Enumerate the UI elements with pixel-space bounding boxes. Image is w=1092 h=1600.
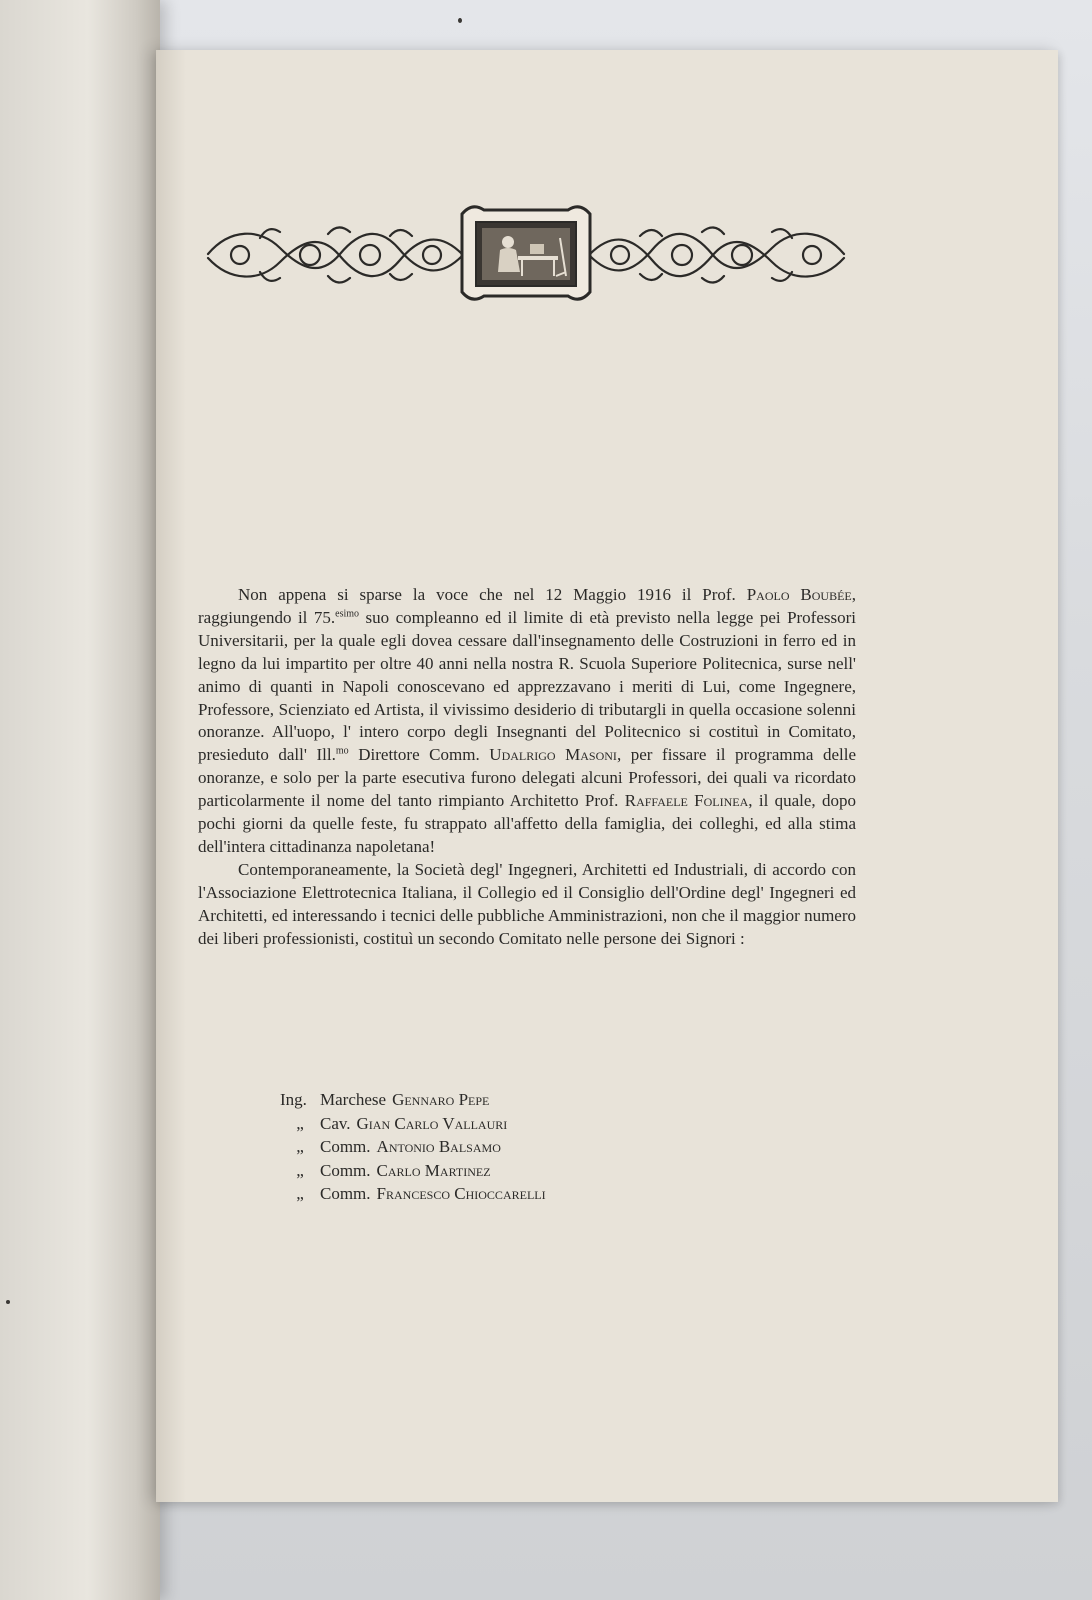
document-page xyxy=(156,50,1058,1502)
list-item-prefix: „ xyxy=(296,1137,304,1157)
name-raffaele-folinea: Raffaele Folinea xyxy=(624,791,749,811)
list-item-prefix: „ xyxy=(296,1113,304,1133)
ordinal-suffix: esimo xyxy=(335,608,360,620)
list-item-name: Antonio Balsamo xyxy=(376,1137,501,1157)
list-item-title: Comm. xyxy=(320,1137,371,1157)
list-item-name: Carlo Martinez xyxy=(376,1160,491,1180)
dust-speck xyxy=(458,18,462,23)
list-item xyxy=(280,1088,546,1112)
facing-page-edge xyxy=(0,0,160,1600)
paragraph-1: Non appena si sparse la voce che nel 12 Maggio 1916 il Prof. Paolo Boubée, raggiungendo il 75.$^{esimo}$ suo compleanno ed il limite di età previsto nella legge pei Professori Universitarii, per la quale egli dovea cessare dall'insegnamento delle Costruzioni in ferro ed in legno da lui impartito per oltre 40 anni nella nostra R. Scuola Superiore Politecnica, surse nell' animo di quanti in Napoli conoscevano ed apprezzavano i meriti di Lui, come Ingegnere, Professore, Scienziato ed Artista, il vivissimo desiderio di tributargli in quella occasione solenni onoranze. All'uopo, l' intero corpo degli Insegnanti del Politecnico si costituì in Comitato, presieduto dall' Ill.$^{mo}$ Direttore Comm. Udalrigo Masoni, per fissare il programma delle onoranze, e solo per la parte esecutiva furono delegati alcuni Professori, dei quali va ricordato particolarmente il nome del tanto rimpianto Architetto Prof. Raffaele Folinea, il quale, dopo pochi giorni da quelle feste, fu strappato all'affetto della famiglia, dei colleghi, ed alla stima dell'intera cittadinanza napoletana! xyxy=(198,585,857,856)
list-item-name: Gennaro Pepe xyxy=(392,1090,490,1109)
list-item-name: Gian Carlo Vallauri xyxy=(356,1113,508,1133)
list-item-title: Comm. xyxy=(320,1160,371,1180)
list-item-title: Marchese xyxy=(320,1090,387,1109)
list-item xyxy=(280,1182,546,1206)
list-item xyxy=(280,1112,546,1136)
committee-list xyxy=(280,1088,546,1206)
name-udalrigo-masoni: Udalrigo Masoni xyxy=(489,745,617,765)
paragraph-2: Contemporaneamente, la Società degl' Ingegneri, Architetti ed Industriali, di accordo con l'Associazione Elettrotecnica Italiana, il Collegio ed il Consiglio dell'Ordine degl' Ingegneri ed Architetti, ed interessando i tecnici delle pubbliche Amministrazioni, non che il maggior numero dei liberi professionisti, costituì un secondo Comitato nelle persone dei Signori : xyxy=(198,859,856,948)
list-item-prefix: „ xyxy=(296,1160,304,1180)
honorific-suffix: mo xyxy=(335,745,349,757)
list-item-title: Comm. xyxy=(320,1184,371,1204)
list-item xyxy=(280,1159,546,1183)
list-item-name: Francesco Chioccarelli xyxy=(376,1184,546,1204)
ornamental-headpiece-icon xyxy=(200,198,852,308)
list-item-title: Cav. xyxy=(320,1113,351,1133)
list-item-prefix: „ xyxy=(296,1184,304,1204)
name-paolo-boubee: Paolo Boubée xyxy=(746,585,852,604)
list-item xyxy=(280,1135,546,1159)
body-text xyxy=(198,584,856,951)
list-item-prefix: Ing. xyxy=(280,1090,307,1109)
dust-speck xyxy=(6,1300,10,1304)
